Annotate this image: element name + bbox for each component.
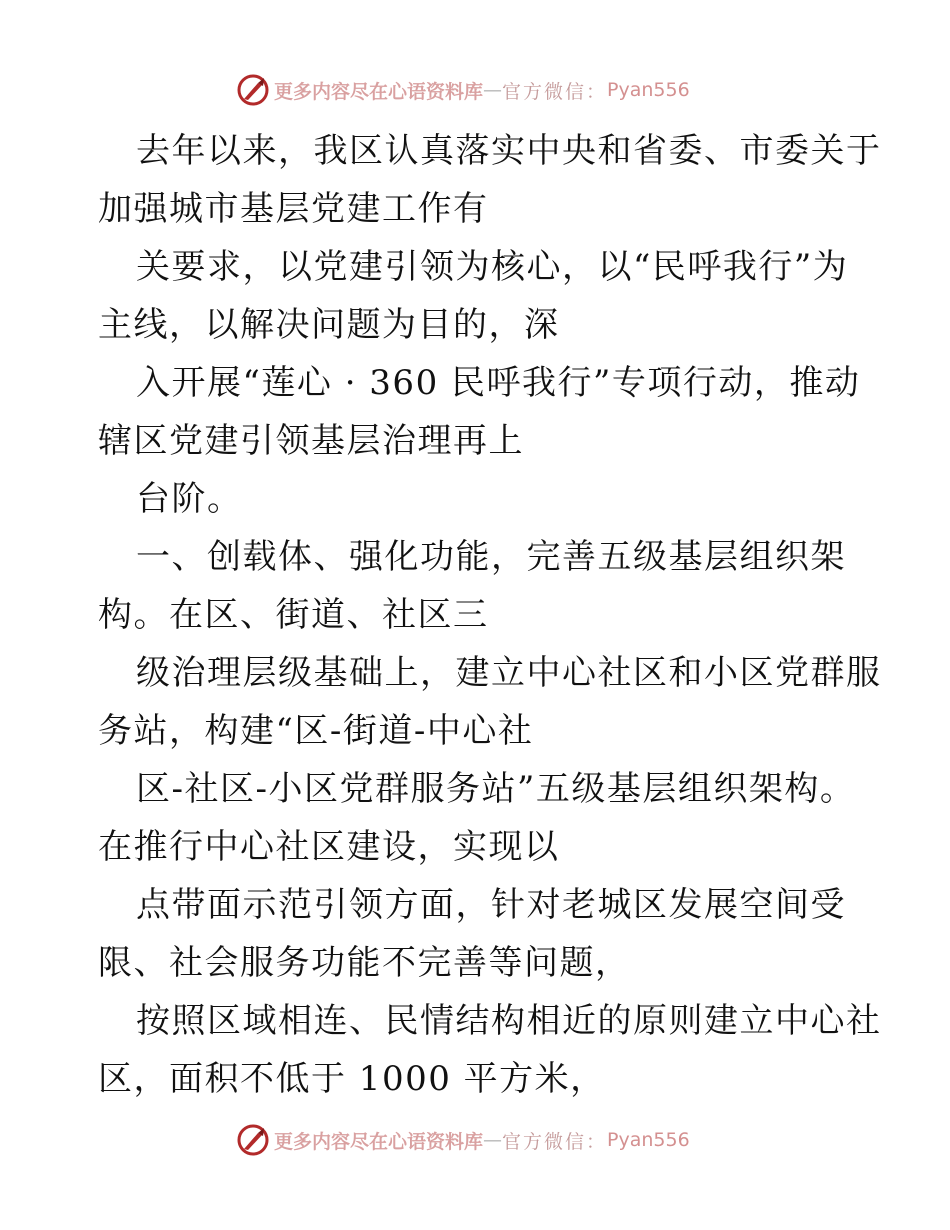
- text-line: 加强城市基层党建工作有: [98, 189, 489, 229]
- text-line: 台阶。: [136, 479, 243, 519]
- text-line: 关要求，以党建引领为核心，以“民呼我行”为: [136, 247, 849, 287]
- document-body: [98, 122, 898, 1108]
- text-line: 构。在区、街道、社区三: [98, 595, 489, 635]
- text-line: 辖区党建引领基层治理再上: [98, 421, 524, 461]
- text-line: 按照区域相连、民情结构相近的原则建立中心社: [136, 1001, 882, 1041]
- text-line: 区，面积不低于 1000 平方米，: [98, 1059, 606, 1099]
- watermark-separator: —: [483, 79, 503, 101]
- text-line: 一、创载体、强化功能，完善五级基层组织架: [136, 537, 846, 577]
- text-line: 入开展“莲心 · 360 民呼我行”专项行动，推动: [136, 363, 861, 403]
- watermark-side-text: 官方微信：: [502, 80, 608, 103]
- text-line: 级治理层级基础上，建立中心社区和小区党群服: [136, 653, 882, 693]
- text-line: 务站，构建“区-街道-中心社: [98, 711, 534, 751]
- watermark-account: Pyan556: [607, 79, 690, 101]
- watermark-main-text: 更多内容尽在心语资料库: [274, 80, 484, 103]
- watermark-account: Pyan556: [607, 1129, 690, 1151]
- text-line: 主线，以解决问题为目的，深: [98, 305, 560, 345]
- quill-logo-icon: [236, 1123, 270, 1157]
- text-line: 点带面示范引领方面，针对老城区发展空间受: [136, 885, 846, 925]
- footer-watermark: [236, 1122, 690, 1158]
- text-line: 在推行中心社区建设，实现以: [98, 827, 560, 867]
- text-line: 去年以来，我区认真落实中央和省委、市委关于: [136, 131, 882, 171]
- text-line: 限、社会服务功能不完善等问题，: [98, 943, 631, 983]
- text-line: 区-社区-小区党群服务站”五级基层组织架构。: [136, 769, 856, 809]
- watermark-main-text: 更多内容尽在心语资料库: [274, 1130, 484, 1153]
- quill-logo-icon: [236, 73, 270, 107]
- watermark-side-text: 官方微信：: [502, 1130, 608, 1153]
- watermark-separator: —: [483, 1129, 503, 1151]
- header-watermark: [236, 72, 690, 108]
